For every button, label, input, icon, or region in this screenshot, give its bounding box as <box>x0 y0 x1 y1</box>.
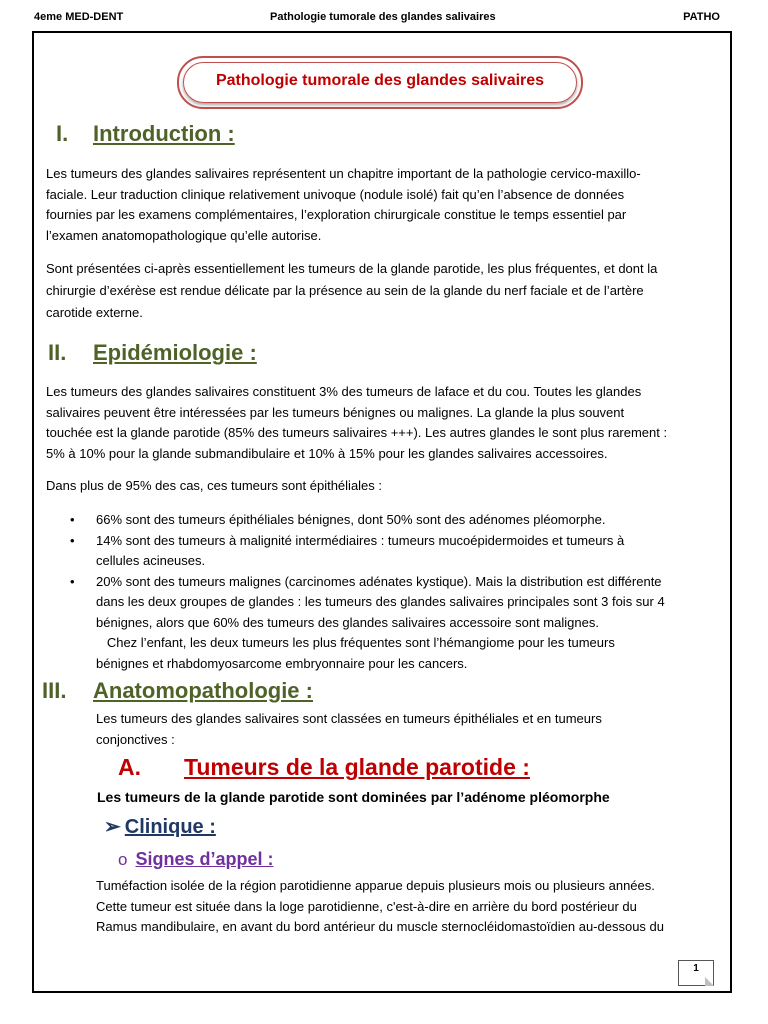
text-line: 20% sont des tumeurs malignes (carcinomes adénates kystique). Mais la distribution est différente <box>96 573 662 589</box>
document-title: Pathologie tumorale des glandes salivaires <box>215 72 545 89</box>
clinique-heading <box>104 814 216 839</box>
epidemio-paragraph-2 <box>46 476 726 497</box>
page-curl-icon <box>705 977 714 986</box>
section-label: Introduction : <box>93 121 235 146</box>
text-line: bénignes et rhabdomyosarcome embryonnaire pour les cancers. <box>96 655 468 671</box>
bullet-icon: • <box>70 532 75 548</box>
text-line: faciale. Leur traduction clinique relativement univoque (nodule isolé) fait qu’en l’absence de données <box>46 186 625 202</box>
arrow-bullet-icon: ➢ <box>104 816 121 838</box>
text-line: 14% sont des tumeurs à malignité intermédiaires : tumeurs mucoépidermoides et tumeurs à <box>96 532 625 548</box>
text-line: carotide externe. <box>46 305 143 320</box>
text-line: Les tumeurs des glandes salivaires constituent 3% des tumeurs de laface et du cou. Toutes les glandes <box>46 384 642 399</box>
epidemio-paragraph-1 <box>46 382 726 464</box>
section-number: I. <box>56 121 69 146</box>
text-line: Les tumeurs des glandes salivaires sont classées en tumeurs épithéliales et en tumeurs <box>96 711 602 726</box>
list-item <box>70 572 730 675</box>
section-number: III. <box>42 678 67 703</box>
signes-label: Signes d’appel : <box>135 849 274 869</box>
intro-paragraph-2 <box>46 258 726 324</box>
text-line: conjonctives : <box>96 731 175 747</box>
text-line: bénignes, alors que 60% des tumeurs des glandes salivaires accessoire sont malignes. <box>96 614 599 630</box>
text-line: Chez l’enfant, les deux tumeurs les plus fréquentes sont l’hémangiome pour les tumeurs <box>96 635 615 650</box>
text-line: salivaires peuvent être intéressées par les tumeurs bénignes ou malignes. La glande la plus souvent <box>46 404 625 420</box>
text-line: 5% à 10% pour la glande submandibulaire et 10% à 15% pour les glandes salivaires accessoires. <box>46 445 608 461</box>
header-center: Pathologie tumorale des glandes salivaires <box>270 11 496 23</box>
title-box <box>177 56 583 109</box>
intro-paragraph-1 <box>46 164 726 246</box>
text-line: dans les deux groupes de glandes : les tumeurs des glandes salivaires principales sont 3 fois sur 4 <box>96 594 665 609</box>
text-line: 66% sont des tumeurs épithéliales bénignes, dont 50% sont des adénomes pléomorphe. <box>96 512 606 527</box>
text-line: Dans plus de 95% des cas, ces tumeurs sont épithéliales : <box>46 478 383 493</box>
page-header <box>0 0 768 30</box>
bullet-icon: • <box>70 573 75 589</box>
anapath-intro <box>96 709 716 750</box>
page-number-box <box>678 960 714 986</box>
text-line: Les tumeurs des glandes salivaires représentent un chapitre important de la pathologie cervico-maxillo- <box>46 166 641 181</box>
text-line: fournies par les examens complémentaires, l’exploration chirurgicale constitue le temps essentiel par <box>46 207 627 222</box>
text-line: chirurgie d’exérèse est rendue délicate par la présence au sein de la glande du nerf faciale et de l’artère <box>46 283 644 298</box>
text-line: Tuméfaction isolée de la région parotidienne apparue depuis plusieurs mois ou plusieurs années. <box>96 878 655 893</box>
text-line: Cette tumeur est située dans la loge parotidienne, c'est-à-dire en arrière du bord postérieur du <box>96 898 637 914</box>
text-line: touchée est la glande parotide (85% des tumeurs salivaires +++). Les autres glandes le sont plus rarement : <box>46 425 668 440</box>
epidemio-bullet-list <box>70 510 730 674</box>
page-number: 1 <box>693 963 699 974</box>
text-line: cellules acineuses. <box>96 553 206 568</box>
bullet-icon: • <box>70 512 75 527</box>
section-number: II. <box>48 340 67 365</box>
signes-paragraph <box>96 876 726 938</box>
text-line: Ramus mandibulaire, en avant du bord antérieur du muscle sternocléidomastoïdien au-dessous du <box>96 919 664 934</box>
section-label: Epidémiologie : <box>93 340 257 365</box>
subsection-label: Tumeurs de la glande parotide : <box>184 754 530 780</box>
circle-bullet-icon: o <box>118 850 128 869</box>
parotide-summary-line: Les tumeurs de la glande parotide sont dominées par l’adénome pléomorphe <box>97 789 610 805</box>
clinique-label: Clinique : <box>124 816 216 838</box>
section-label: Anatomopathologie : <box>93 678 313 703</box>
list-item <box>70 531 730 572</box>
signes-appel-heading <box>118 849 274 870</box>
list-item <box>70 510 730 531</box>
header-left: 4eme MED-DENT <box>34 11 124 23</box>
text-line: Sont présentées ci-après essentiellement les tumeurs de la glande parotide, les plus fréquentes, et dont la <box>46 261 658 276</box>
subsection-number: A. <box>118 754 141 780</box>
header-right: PATHO <box>683 11 720 23</box>
text-line: l’examen anatomopathologique qu’elle autorise. <box>46 227 322 243</box>
